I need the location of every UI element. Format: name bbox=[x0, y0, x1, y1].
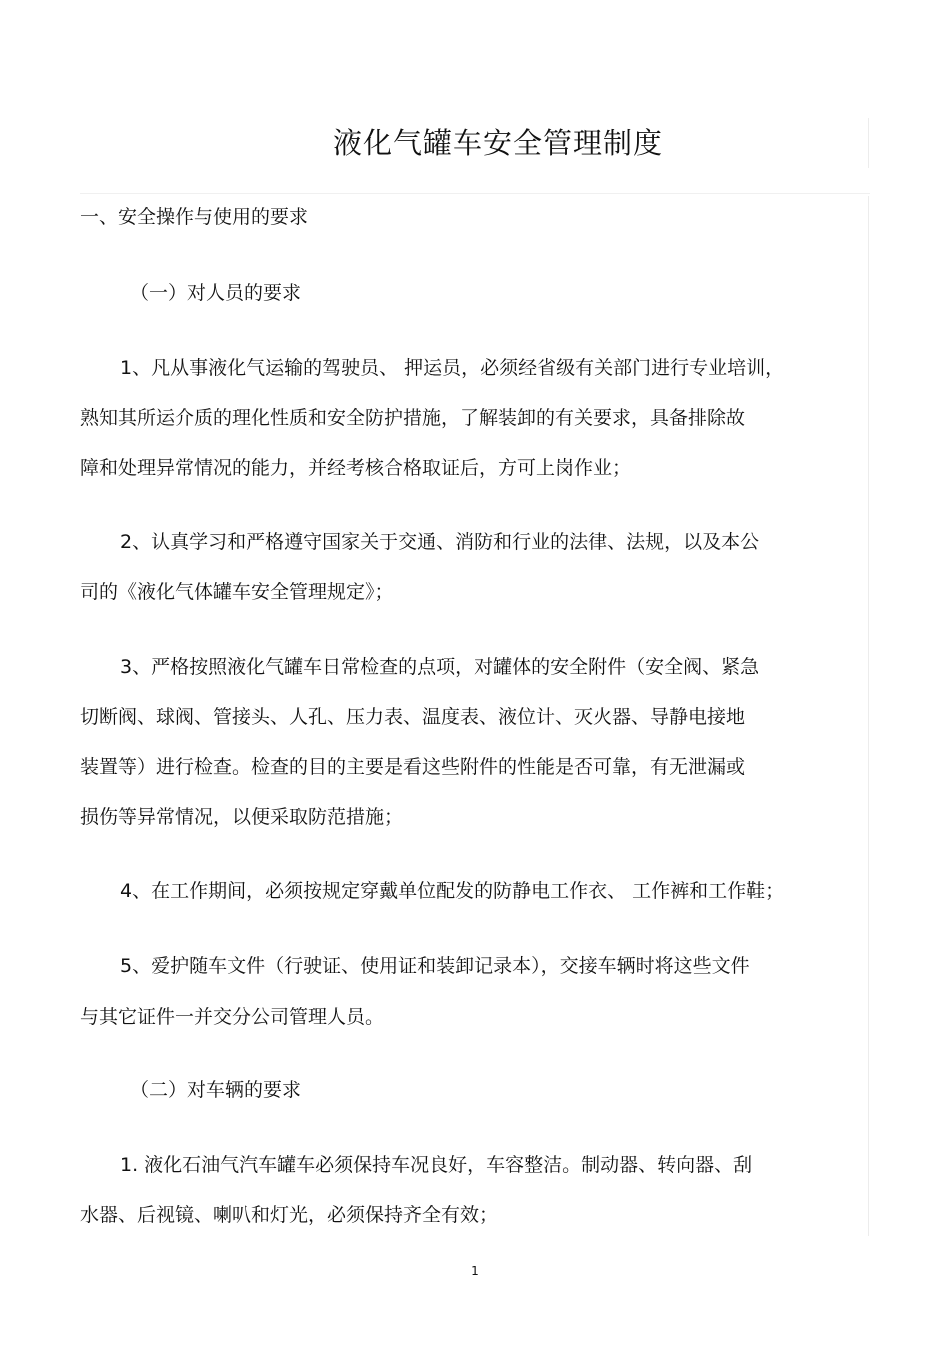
paragraph-line: 1、凡从事液化气运输的驾驶员、 押运员，必须经省级有关部门进行专业培训， bbox=[120, 357, 785, 379]
paragraph-line: 装置等）进行检查。检查的目的主要是看这些附件的性能是否可靠，有无泄漏或 bbox=[80, 756, 746, 778]
subsection-heading-vehicle: （二）对车辆的要求 bbox=[130, 1079, 302, 1101]
paragraph-line: 与其它证件一并交分公司管理人员。 bbox=[80, 1006, 385, 1028]
page-number: 1 bbox=[471, 1264, 479, 1278]
paragraph-line: 2、认真学习和严格遵守国家关于交通、消防和行业的法律、法规，以及本公 bbox=[120, 531, 760, 553]
paragraph-line: 司的《液化气体罐车安全管理规定》； bbox=[80, 581, 394, 603]
section-heading-1: 一、安全操作与使用的要求 bbox=[80, 206, 309, 228]
paragraph-line: 5、爱护随车文件（行驶证、使用证和装卸记录本），交接车辆时将这些文件 bbox=[120, 955, 750, 977]
paragraph-line: 1. 液化石油气汽车罐车必须保持车况良好，车容整洁。制动器、转向器、刮 bbox=[120, 1154, 753, 1176]
document-title: 液化气罐车安全管理制度 bbox=[332, 126, 663, 160]
paragraph-line: 损伤等异常情况，以便采取防范措施； bbox=[80, 806, 404, 828]
paragraph-line: 障和处理异常情况的能力，并经考核合格取证后，方可上岗作业； bbox=[80, 457, 632, 479]
header-divider bbox=[80, 193, 870, 194]
subsection-heading-personnel: （一）对人员的要求 bbox=[130, 282, 302, 304]
paragraph-line: 熟知其所运介质的理化性质和安全防护措施，了解装卸的有关要求，具备排除故 bbox=[80, 407, 746, 429]
margin-line-right bbox=[868, 196, 869, 1236]
paragraph-line: 3、严格按照液化气罐车日常检查的点项，对罐体的安全附件（安全阀、紧急 bbox=[120, 656, 760, 678]
paragraph-line: 4、在工作期间，必须按规定穿戴单位配发的防静电工作衣、 工作裤和工作鞋； bbox=[120, 880, 785, 902]
paragraph-line: 水器、后视镜、喇叭和灯光，必须保持齐全有效； bbox=[80, 1204, 499, 1226]
paragraph-line: 切断阀、球阀、管接头、人孔、压力表、温度表、液位计、灭火器、导静电接地 bbox=[80, 706, 746, 728]
